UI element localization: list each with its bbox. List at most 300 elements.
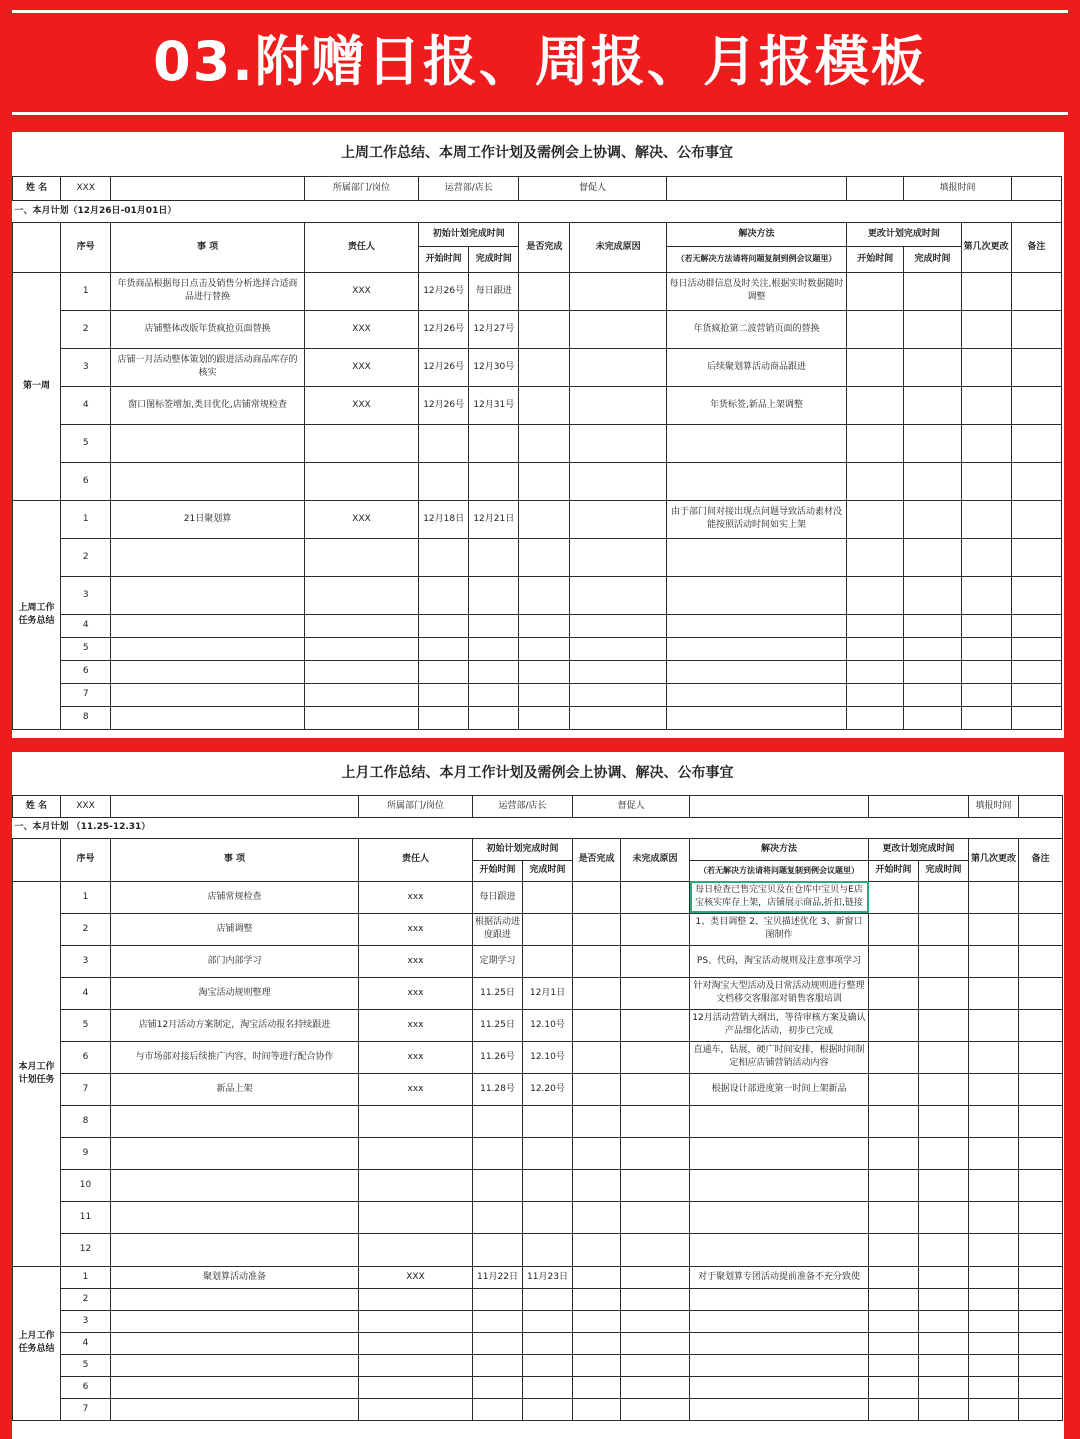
row-finish[interactable]: 12月31号 [469, 386, 519, 424]
row-start[interactable]: 每日跟进 [473, 881, 523, 913]
row-remark[interactable] [1019, 1376, 1063, 1398]
row-change-count[interactable] [961, 538, 1011, 576]
row-remark[interactable] [1011, 660, 1061, 683]
row-changed-finish[interactable] [919, 1201, 969, 1233]
row-reason[interactable] [570, 538, 666, 576]
name-value[interactable]: XXX [61, 795, 111, 817]
row-done[interactable] [519, 348, 570, 386]
row-item[interactable]: 21日聚划算 [111, 500, 305, 538]
row-changed-start[interactable] [869, 1041, 919, 1073]
row-changed-start[interactable] [869, 1073, 919, 1105]
row-change-count[interactable] [969, 945, 1019, 977]
row-reason[interactable] [570, 706, 666, 729]
row-remark[interactable] [1011, 386, 1061, 424]
row-changed-start[interactable] [869, 913, 919, 945]
row-item[interactable] [111, 1310, 359, 1332]
row-finish[interactable] [523, 1169, 573, 1201]
row-changed-start[interactable] [869, 1376, 919, 1398]
row-owner[interactable] [304, 614, 418, 637]
row-change-count[interactable] [969, 1376, 1019, 1398]
row-solution[interactable] [666, 683, 846, 706]
row-changed-start[interactable] [847, 424, 904, 462]
row-change-count[interactable] [961, 310, 1011, 348]
row-remark[interactable] [1019, 1169, 1063, 1201]
row-solution[interactable]: 12月活动营销大纲出，等待审核方案及确认产品细化活动，初步已完成 [690, 1009, 869, 1041]
row-owner[interactable]: xxx [359, 1073, 473, 1105]
row-done[interactable] [519, 576, 570, 614]
row-changed-start[interactable] [869, 1398, 919, 1420]
row-changed-start[interactable] [869, 1137, 919, 1169]
row-done[interactable] [573, 1105, 621, 1137]
row-start[interactable] [473, 1332, 523, 1354]
row-reason[interactable] [621, 913, 690, 945]
row-changed-start[interactable] [847, 576, 904, 614]
row-remark[interactable] [1019, 1288, 1063, 1310]
row-finish[interactable] [469, 637, 519, 660]
row-item[interactable]: 新品上架 [111, 1073, 359, 1105]
row-reason[interactable] [570, 272, 666, 310]
row-change-count[interactable] [961, 462, 1011, 500]
row-finish[interactable] [523, 1332, 573, 1354]
row-reason[interactable] [621, 1354, 690, 1376]
row-solution[interactable]: 每日检查已售完宝贝及在仓库中宝贝与E店宝核实库存上架，店铺展示商品,折扣,链接 [690, 881, 869, 913]
row-start[interactable] [473, 1201, 523, 1233]
row-change-count[interactable] [969, 1169, 1019, 1201]
row-finish[interactable] [469, 706, 519, 729]
row-owner[interactable]: xxx [359, 881, 473, 913]
row-solution[interactable] [666, 462, 846, 500]
row-start[interactable]: 12月26号 [419, 386, 469, 424]
row-reason[interactable] [621, 1169, 690, 1201]
row-start[interactable] [473, 1310, 523, 1332]
row-solution[interactable] [690, 1105, 869, 1137]
row-changed-finish[interactable] [919, 945, 969, 977]
row-changed-finish[interactable] [904, 310, 961, 348]
row-reason[interactable] [570, 424, 666, 462]
row-changed-finish[interactable] [904, 500, 961, 538]
row-solution[interactable]: 1、类目调整 2、宝贝描述优化 3、新窗口图制作 [690, 913, 869, 945]
row-change-count[interactable] [969, 1201, 1019, 1233]
row-owner[interactable]: XXX [304, 500, 418, 538]
row-item[interactable]: 聚划算活动准备 [111, 1266, 359, 1288]
row-remark[interactable] [1019, 1398, 1063, 1420]
row-finish[interactable] [523, 1233, 573, 1266]
fill-time-value[interactable] [1019, 795, 1063, 817]
row-remark[interactable] [1011, 706, 1061, 729]
row-done[interactable] [519, 272, 570, 310]
row-changed-start[interactable] [869, 1288, 919, 1310]
row-remark[interactable] [1019, 913, 1063, 945]
row-solution[interactable] [690, 1201, 869, 1233]
row-solution[interactable] [690, 1169, 869, 1201]
row-reason[interactable] [621, 1332, 690, 1354]
row-remark[interactable] [1019, 1105, 1063, 1137]
row-change-count[interactable] [961, 348, 1011, 386]
row-solution[interactable] [666, 706, 846, 729]
row-finish[interactable] [523, 1288, 573, 1310]
row-solution[interactable]: 直通车，钻展，硬广时间安排，根据时间制定相应店铺营销活动内容 [690, 1041, 869, 1073]
row-done[interactable] [573, 1354, 621, 1376]
row-item[interactable] [111, 1376, 359, 1398]
row-reason[interactable] [570, 386, 666, 424]
row-finish[interactable] [523, 1376, 573, 1398]
row-reason[interactable] [621, 1201, 690, 1233]
row-solution[interactable]: 后续聚划算活动商品跟进 [666, 348, 846, 386]
row-change-count[interactable] [961, 637, 1011, 660]
row-change-count[interactable] [961, 576, 1011, 614]
row-changed-finish[interactable] [919, 1169, 969, 1201]
row-solution[interactable]: PS、代码，淘宝活动规则及注意事项学习 [690, 945, 869, 977]
row-owner[interactable] [304, 462, 418, 500]
row-item[interactable] [111, 637, 305, 660]
row-finish[interactable] [523, 1137, 573, 1169]
row-changed-finish[interactable] [919, 881, 969, 913]
row-change-count[interactable] [969, 1073, 1019, 1105]
row-change-count[interactable] [961, 706, 1011, 729]
row-remark[interactable] [1019, 1310, 1063, 1332]
row-start[interactable] [473, 1105, 523, 1137]
row-changed-start[interactable] [847, 637, 904, 660]
row-finish[interactable] [523, 913, 573, 945]
row-changed-finish[interactable] [904, 386, 961, 424]
row-changed-finish[interactable] [919, 1288, 969, 1310]
row-solution[interactable] [666, 538, 846, 576]
row-finish[interactable]: 12月30号 [469, 348, 519, 386]
row-remark[interactable] [1019, 881, 1063, 913]
row-solution[interactable] [690, 1398, 869, 1420]
row-start[interactable]: 根据活动进度跟进 [473, 913, 523, 945]
row-item[interactable] [111, 1288, 359, 1310]
row-reason[interactable] [621, 1009, 690, 1041]
row-owner[interactable] [359, 1201, 473, 1233]
row-reason[interactable] [570, 500, 666, 538]
row-done[interactable] [573, 1376, 621, 1398]
row-change-count[interactable] [961, 272, 1011, 310]
row-start[interactable] [473, 1288, 523, 1310]
row-remark[interactable] [1011, 614, 1061, 637]
row-item[interactable] [111, 660, 305, 683]
row-changed-finish[interactable] [919, 977, 969, 1009]
row-done[interactable] [573, 1332, 621, 1354]
row-done[interactable] [573, 1041, 621, 1073]
row-finish[interactable]: 12月1日 [523, 977, 573, 1009]
row-owner[interactable] [359, 1354, 473, 1376]
row-solution[interactable]: 由于部门间对接出现点问题导致活动素材没能按照活动时间如实上架 [666, 500, 846, 538]
row-item[interactable]: 店铺调整 [111, 913, 359, 945]
row-changed-finish[interactable] [919, 1332, 969, 1354]
row-change-count[interactable] [969, 1233, 1019, 1266]
row-reason[interactable] [570, 660, 666, 683]
row-owner[interactable]: xxx [359, 945, 473, 977]
row-changed-start[interactable] [847, 500, 904, 538]
row-done[interactable] [519, 614, 570, 637]
row-changed-start[interactable] [869, 1105, 919, 1137]
row-done[interactable] [573, 945, 621, 977]
row-solution[interactable] [690, 1310, 869, 1332]
row-start[interactable]: 12月26号 [419, 348, 469, 386]
row-change-count[interactable] [961, 614, 1011, 637]
row-changed-start[interactable] [847, 310, 904, 348]
row-done[interactable] [573, 913, 621, 945]
row-remark[interactable] [1011, 272, 1061, 310]
row-changed-start[interactable] [847, 272, 904, 310]
row-finish[interactable] [523, 1354, 573, 1376]
row-start[interactable] [419, 706, 469, 729]
row-item[interactable]: 年货商品根据每日点击及销售分析选择合适商品进行替换 [111, 272, 305, 310]
row-finish[interactable]: 12.20号 [523, 1073, 573, 1105]
row-solution[interactable] [690, 1137, 869, 1169]
row-solution[interactable] [666, 660, 846, 683]
row-change-count[interactable] [969, 1398, 1019, 1420]
row-item[interactable]: 店铺常规检查 [111, 881, 359, 913]
row-finish[interactable]: 12.10号 [523, 1041, 573, 1073]
row-reason[interactable] [570, 637, 666, 660]
row-start[interactable] [473, 1398, 523, 1420]
row-change-count[interactable] [961, 683, 1011, 706]
row-done[interactable] [573, 977, 621, 1009]
row-owner[interactable] [304, 637, 418, 660]
row-changed-start[interactable] [869, 1169, 919, 1201]
row-solution[interactable] [666, 576, 846, 614]
row-remark[interactable] [1019, 945, 1063, 977]
row-change-count[interactable] [969, 881, 1019, 913]
row-start[interactable] [419, 660, 469, 683]
row-item[interactable]: 淘宝活动规则整理 [111, 977, 359, 1009]
row-remark[interactable] [1019, 1201, 1063, 1233]
row-owner[interactable] [359, 1169, 473, 1201]
row-item[interactable] [111, 1105, 359, 1137]
fill-time-value[interactable] [1011, 176, 1061, 200]
row-item[interactable]: 店铺一月活动整体策划的跟进活动商品库存的核实 [111, 348, 305, 386]
row-done[interactable] [519, 538, 570, 576]
row-changed-finish[interactable] [904, 576, 961, 614]
row-done[interactable] [519, 462, 570, 500]
row-reason[interactable] [570, 683, 666, 706]
row-owner[interactable] [304, 576, 418, 614]
row-changed-finish[interactable] [919, 1376, 969, 1398]
row-finish[interactable]: 11月23日 [523, 1266, 573, 1288]
row-change-count[interactable] [969, 977, 1019, 1009]
row-solution[interactable]: 根据设计部进度第一时间上架新品 [690, 1073, 869, 1105]
row-remark[interactable] [1011, 576, 1061, 614]
row-item[interactable] [111, 1137, 359, 1169]
row-change-count[interactable] [969, 1354, 1019, 1376]
row-solution[interactable] [690, 1354, 869, 1376]
row-owner[interactable]: XXX [304, 386, 418, 424]
row-solution[interactable] [666, 614, 846, 637]
row-item[interactable] [111, 706, 305, 729]
row-reason[interactable] [621, 1233, 690, 1266]
row-change-count[interactable] [969, 913, 1019, 945]
row-finish[interactable] [469, 462, 519, 500]
row-changed-start[interactable] [869, 945, 919, 977]
row-owner[interactable] [304, 706, 418, 729]
row-remark[interactable] [1019, 1354, 1063, 1376]
row-changed-finish[interactable] [904, 683, 961, 706]
row-solution[interactable] [690, 1332, 869, 1354]
row-solution[interactable]: 年货疯抢第二波营销页面的替换 [666, 310, 846, 348]
name-value[interactable]: XXX [61, 176, 111, 200]
row-finish[interactable] [469, 660, 519, 683]
row-start[interactable] [419, 576, 469, 614]
row-done[interactable] [519, 424, 570, 462]
row-start[interactable]: 11.25日 [473, 977, 523, 1009]
row-reason[interactable] [621, 1266, 690, 1288]
row-item[interactable] [111, 576, 305, 614]
row-reason[interactable] [621, 1398, 690, 1420]
row-reason[interactable] [570, 348, 666, 386]
row-changed-finish[interactable] [919, 913, 969, 945]
row-start[interactable]: 11月22日 [473, 1266, 523, 1288]
row-done[interactable] [519, 310, 570, 348]
row-remark[interactable] [1011, 500, 1061, 538]
row-solution[interactable] [666, 424, 846, 462]
row-remark[interactable] [1019, 1266, 1063, 1288]
row-item[interactable]: 店铺12月活动方案制定，淘宝活动报名持续跟进 [111, 1009, 359, 1041]
row-change-count[interactable] [961, 386, 1011, 424]
row-item[interactable]: 与市场部对接后续推广内容，时间等进行配合协作 [111, 1041, 359, 1073]
row-changed-finish[interactable] [919, 1266, 969, 1288]
row-item[interactable] [111, 683, 305, 706]
row-remark[interactable] [1019, 1073, 1063, 1105]
row-changed-start[interactable] [847, 683, 904, 706]
row-finish[interactable]: 12.10号 [523, 1009, 573, 1041]
row-change-count[interactable] [969, 1310, 1019, 1332]
row-changed-finish[interactable] [904, 706, 961, 729]
row-changed-start[interactable] [847, 462, 904, 500]
row-changed-finish[interactable] [919, 1105, 969, 1137]
row-remark[interactable] [1019, 1332, 1063, 1354]
row-changed-finish[interactable] [904, 538, 961, 576]
row-solution[interactable]: 针对淘宝大型活动及日常活动规则进行整理文档移交客服部对销售客服培训 [690, 977, 869, 1009]
row-done[interactable] [519, 500, 570, 538]
row-changed-finish[interactable] [904, 637, 961, 660]
row-solution[interactable] [666, 637, 846, 660]
row-changed-finish[interactable] [919, 1310, 969, 1332]
row-changed-start[interactable] [847, 660, 904, 683]
row-solution[interactable] [690, 1288, 869, 1310]
row-owner[interactable]: XXX [304, 272, 418, 310]
row-change-count[interactable] [969, 1266, 1019, 1288]
row-remark[interactable] [1011, 683, 1061, 706]
row-owner[interactable]: XXX [304, 348, 418, 386]
row-changed-finish[interactable] [919, 1233, 969, 1266]
row-item[interactable] [111, 538, 305, 576]
row-start[interactable]: 12月26号 [419, 310, 469, 348]
row-owner[interactable]: xxx [359, 1009, 473, 1041]
row-owner[interactable]: xxx [359, 1041, 473, 1073]
row-done[interactable] [519, 660, 570, 683]
row-changed-start[interactable] [869, 881, 919, 913]
row-changed-finish[interactable] [904, 272, 961, 310]
row-done[interactable] [573, 1266, 621, 1288]
row-change-count[interactable] [961, 500, 1011, 538]
row-reason[interactable] [621, 1041, 690, 1073]
row-remark[interactable] [1011, 462, 1061, 500]
row-changed-finish[interactable] [919, 1398, 969, 1420]
row-start[interactable] [419, 614, 469, 637]
row-change-count[interactable] [961, 424, 1011, 462]
row-start[interactable] [473, 1137, 523, 1169]
row-done[interactable] [519, 683, 570, 706]
row-change-count[interactable] [969, 1041, 1019, 1073]
row-changed-start[interactable] [869, 1354, 919, 1376]
row-reason[interactable] [570, 462, 666, 500]
row-reason[interactable] [621, 1310, 690, 1332]
row-start[interactable] [419, 424, 469, 462]
row-start[interactable]: 11.25日 [473, 1009, 523, 1041]
row-solution[interactable]: 对于聚划算专团活动提前准备不充分致使 [690, 1266, 869, 1288]
row-item[interactable]: 窗口图标签增加,类目优化,店铺常规检查 [111, 386, 305, 424]
row-finish[interactable] [523, 1201, 573, 1233]
row-change-count[interactable] [969, 1332, 1019, 1354]
row-owner[interactable] [359, 1137, 473, 1169]
row-changed-finish[interactable] [904, 614, 961, 637]
row-changed-finish[interactable] [919, 1041, 969, 1073]
row-owner[interactable] [359, 1310, 473, 1332]
row-remark[interactable] [1019, 1137, 1063, 1169]
row-item[interactable] [111, 614, 305, 637]
row-start[interactable]: 12月26号 [419, 272, 469, 310]
row-changed-finish[interactable] [904, 462, 961, 500]
row-owner[interactable]: xxx [359, 977, 473, 1009]
row-changed-start[interactable] [869, 1233, 919, 1266]
row-owner[interactable]: XXX [304, 310, 418, 348]
row-remark[interactable] [1019, 1233, 1063, 1266]
row-item[interactable]: 店铺整体改版年货疯抢页面替换 [111, 310, 305, 348]
row-done[interactable] [573, 1201, 621, 1233]
row-start[interactable]: 11.26号 [473, 1041, 523, 1073]
row-done[interactable] [573, 1073, 621, 1105]
row-changed-start[interactable] [847, 348, 904, 386]
row-start[interactable] [473, 1376, 523, 1398]
row-start[interactable] [419, 683, 469, 706]
row-changed-start[interactable] [869, 1009, 919, 1041]
row-owner[interactable] [304, 660, 418, 683]
row-owner[interactable]: XXX [359, 1266, 473, 1288]
row-reason[interactable] [621, 977, 690, 1009]
row-solution[interactable] [690, 1233, 869, 1266]
row-remark[interactable] [1019, 1009, 1063, 1041]
row-item[interactable]: 部门内部学习 [111, 945, 359, 977]
row-solution[interactable] [690, 1376, 869, 1398]
row-item[interactable] [111, 1201, 359, 1233]
row-owner[interactable] [359, 1105, 473, 1137]
row-finish[interactable] [523, 881, 573, 913]
row-change-count[interactable] [969, 1137, 1019, 1169]
row-reason[interactable] [621, 1288, 690, 1310]
row-finish[interactable] [523, 1105, 573, 1137]
row-changed-start[interactable] [847, 386, 904, 424]
row-start[interactable] [419, 538, 469, 576]
row-start[interactable] [419, 637, 469, 660]
row-done[interactable] [573, 1169, 621, 1201]
row-item[interactable] [111, 1354, 359, 1376]
row-reason[interactable] [621, 1105, 690, 1137]
row-item[interactable] [111, 424, 305, 462]
row-changed-finish[interactable] [904, 348, 961, 386]
row-reason[interactable] [621, 945, 690, 977]
row-finish[interactable] [469, 538, 519, 576]
row-owner[interactable]: xxx [359, 913, 473, 945]
row-change-count[interactable] [969, 1105, 1019, 1137]
row-changed-start[interactable] [869, 1310, 919, 1332]
row-done[interactable] [573, 1288, 621, 1310]
row-change-count[interactable] [969, 1288, 1019, 1310]
row-done[interactable] [573, 1137, 621, 1169]
row-start[interactable] [419, 462, 469, 500]
row-changed-start[interactable] [847, 538, 904, 576]
